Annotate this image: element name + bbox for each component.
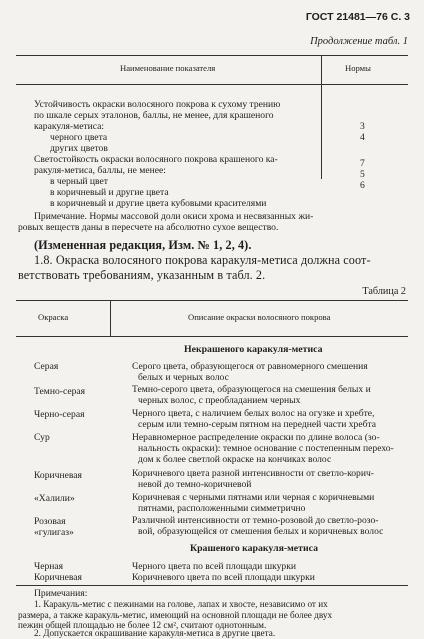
note-line: ровых веществ даны в пересчете на абсолютно сухое вещество.	[18, 222, 279, 233]
color-desc: черных волос, с преобладанием черных	[138, 395, 301, 406]
table2-section-heading: Крашеного каракуля-метиса	[190, 543, 318, 554]
table1-line: Светостойкость окраски волосяного покрова крашеного ка-	[34, 154, 278, 165]
page-reference: ГОСТ 21481—76 С. 3	[305, 11, 410, 23]
color-desc: нальность окраски): темное основание с постепенным перехо-	[138, 443, 394, 454]
table1-norm: 3	[360, 121, 365, 132]
table1-norm: 4	[360, 132, 365, 143]
notes-line: размера, а также каракуль-метис, имеющий на основной площади не более двух	[18, 610, 333, 620]
color-desc: Коричневая с черными пятнами или черная с коричневыми	[132, 492, 375, 503]
paragraph-line: ветствовать требованиям, указанным в табл. 2.	[18, 268, 266, 282]
table2-section-heading: Некрашеного каракуля-метиса	[184, 344, 323, 355]
color-desc: невой до темно-коричневой	[138, 479, 252, 490]
color-desc: Неравномерное распределение окраски по длине волоса (зо-	[132, 432, 380, 443]
note-line: Примечание. Нормы массовой доли окиси хрома и несвязанных жи-	[34, 211, 314, 222]
color-desc: Черного цвета по всей площади шкурки	[132, 561, 296, 572]
color-desc: Коричневого цвета разной интенсивности от светло-корич-	[132, 468, 374, 479]
table1-top-rule	[16, 55, 408, 56]
notes-line: 1. Каракуль-метис с пежинами на голове, лапах и хвосте, независимо от их	[34, 599, 328, 609]
table2-header-rule	[16, 336, 408, 337]
table2-bottom-rule	[16, 585, 408, 586]
color-label: Коричневая	[34, 470, 82, 481]
color-label: «Халили»	[34, 493, 75, 504]
table1-column-divider	[321, 55, 322, 179]
color-label: Коричневая	[34, 572, 82, 583]
table1-header-rule	[16, 84, 408, 85]
table1-line: Устойчивость окраски волосяного покрова к сухому трению	[34, 99, 281, 110]
table1-norm: 7	[360, 158, 365, 169]
table1-line: по шкале серых эталонов, баллы, не менее, для крашеного	[34, 110, 274, 121]
table2-column-divider	[110, 300, 111, 336]
notes-line: 2. Допускается окрашивание каракуля-метиса в другие цвета.	[34, 628, 276, 638]
table2-col-desc: Описание окраски волосяного покрова	[188, 312, 331, 322]
paragraph-line: 1.8. Окраска волосяного покрова каракуля-метиса должна соот-	[34, 253, 371, 267]
table1-col-name: Наименование показателя	[120, 63, 216, 73]
color-desc: Различной интенсивности от темно-розовой до светло-розо-	[132, 515, 379, 526]
color-desc: дом к более светлой окраске на кончиках волос	[138, 454, 332, 465]
table2-col-color: Окраска	[38, 312, 69, 322]
table-continuation-label: Продолжение табл. 1	[310, 36, 408, 47]
color-desc: пятнами, расположенными симметрично	[138, 503, 306, 514]
color-label: Сур	[34, 432, 50, 443]
color-desc: серым или темно-серым пятном на передней части хребта	[138, 419, 377, 430]
color-desc: вой, образующейся от смешения белых и коричневых волос	[138, 526, 384, 537]
table1-line: ракуля-метиса, баллы, не менее:	[34, 165, 166, 176]
notes-heading: Примечания:	[34, 588, 88, 599]
table1-norm: 6	[360, 180, 365, 191]
color-desc: Темно-серого цвета, образующегося на смешения белых и	[132, 384, 371, 395]
table1-line: черного цвета	[50, 132, 108, 143]
table1-line: в черный цвет	[50, 176, 108, 187]
table1-norm: 5	[360, 169, 365, 180]
table1-col-norms: Нормы	[345, 63, 371, 73]
color-label: Темно-серая	[34, 386, 86, 397]
table1-line: других цветов	[50, 143, 108, 154]
table2-top-rule	[16, 300, 408, 301]
color-label: Розовая «гулигаз»	[34, 516, 74, 538]
color-label: Черно-серая	[34, 409, 85, 420]
color-desc: белых и черных волос	[138, 372, 229, 383]
color-desc: Черного цвета, с наличием белых волос на огузке и хребте,	[132, 408, 375, 419]
table1-line: в коричневый и другие цвета	[50, 187, 169, 198]
color-label: Серая	[34, 361, 59, 372]
table1-line: каракуля-метиса:	[34, 121, 105, 132]
color-label: Черная	[34, 561, 64, 572]
amendment-note: (Измененная редакция, Изм. № 1, 2, 4).	[34, 238, 252, 252]
notes-line: пежин общей площадью не более 12 см², считают однотонным.	[18, 620, 267, 630]
table1-line: в коричневый и другие цвета кубовыми красителями	[50, 198, 267, 209]
color-desc: Коричневого цвета по всей площади шкурки	[132, 572, 315, 583]
color-desc: Серого цвета, образующегося от равномерного смешения	[132, 361, 368, 372]
table2-title: Таблица 2	[362, 286, 406, 297]
